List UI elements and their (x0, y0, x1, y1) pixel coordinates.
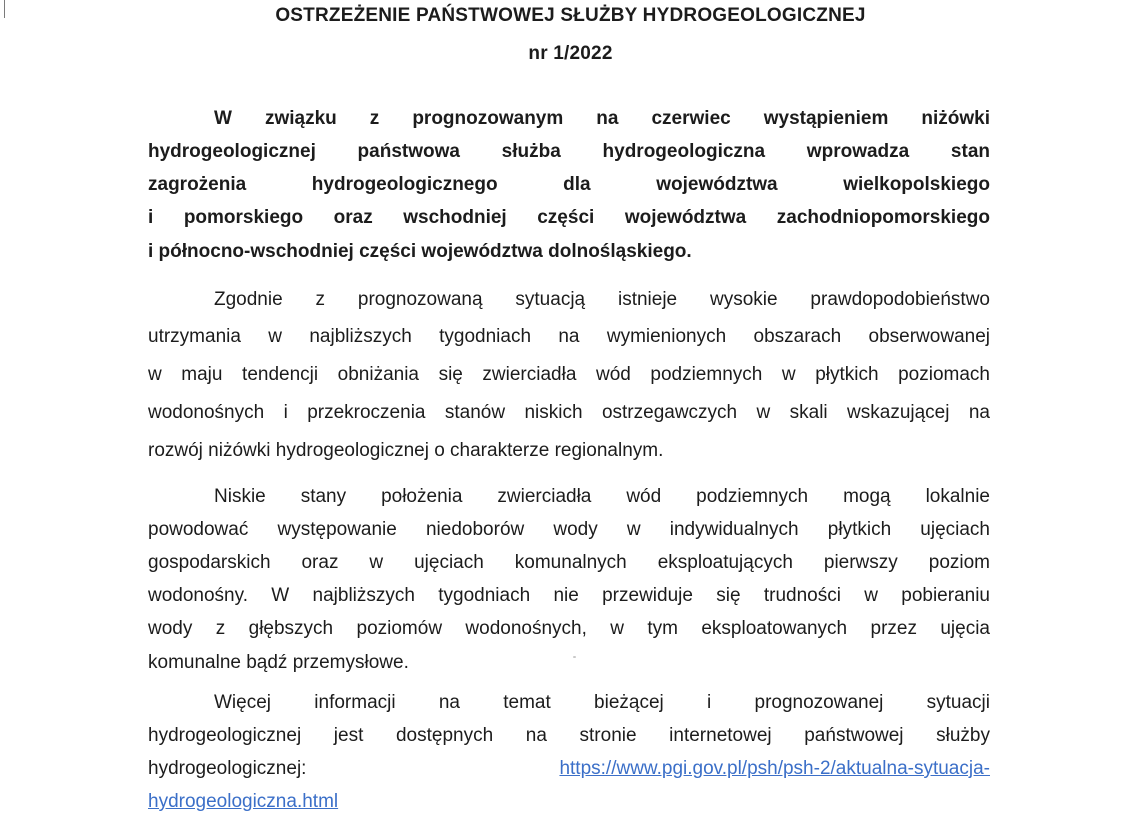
text-line: wodonośny. W najbliższych tygodniach nie przewiduje się trudności w pobieraniu (148, 585, 990, 606)
text-line: Zgodnie z prognozowaną sytuacją istnieje wysokie prawdopodobieństwo (214, 289, 990, 310)
text-line: Niskie stany położenia zwierciadła wód podziemnych mogą lokalnie (214, 486, 990, 507)
text-line: zagrożenia hydrogeologicznego dla województwa wielkopolskiego (148, 174, 990, 195)
text-line: W związku z prognozowanym na czerwiec wystąpieniem niżówki (214, 108, 990, 129)
text-line: hydrogeologicznej: (148, 758, 307, 779)
text-line: powodować występowanie niedoborów wody w indywidualnych płytkich ujęciach (148, 519, 990, 540)
document-number: nr 1/2022 (528, 43, 613, 64)
text-line: Więcej informacji na temat bieżącej i prognozowanej sytuacji (214, 692, 990, 713)
text-line: utrzymania w najbliższych tygodniach na wymienionych obszarach obserwowanej (148, 326, 990, 347)
psh-website-link[interactable]: https://www.pgi.gov.pl/psh/psh-2/aktualna-sytuacja- (559, 758, 990, 779)
text-line: wodonośnych i przekroczenia stanów niskich ostrzegawczych w skali wskazującej na (148, 402, 990, 423)
psh-website-link-continued[interactable]: hydrogeologiczna.html (148, 791, 339, 812)
text-line: gospodarskich oraz w ujęciach komunalnych eksploatujących pierwszy poziom (148, 552, 990, 573)
document-title: OSTRZEŻENIE PAŃSTWOWEJ SŁUŻBY HYDROGEOLOGICZNEJ (275, 5, 866, 26)
text-line: i pomorskiego oraz wschodniej części województwa zachodniopomorskiego (148, 207, 990, 228)
text-line: i północno-wschodniej części województwa dolnośląskiego. (148, 241, 692, 262)
text-line: hydrogeologicznej państwowa służba hydrogeologiczna wprowadza stan (148, 141, 990, 162)
text-line: hydrogeologicznej jest dostępnych na stronie internetowej państwowej służby (148, 725, 990, 746)
text-line: w maju tendencji obniżania się zwierciadła wód podziemnych w płytkich poziomach (148, 364, 990, 385)
text-line: komunalne bądź przemysłowe. (148, 652, 409, 673)
text-line: wody z głębszych poziomów wodonośnych, w tym eksploatowanych przez ujęcia (148, 618, 990, 639)
scan-speck (573, 656, 576, 658)
text-line: rozwój niżówki hydrogeologicznej o charakterze regionalnym. (148, 440, 664, 461)
